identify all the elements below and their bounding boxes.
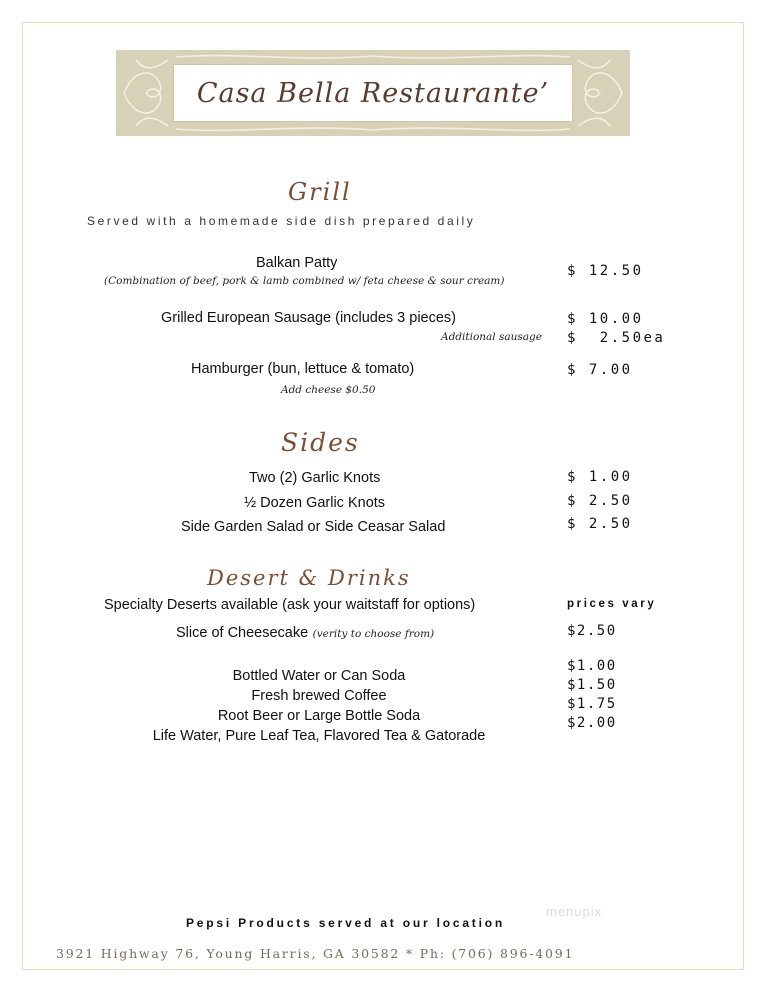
menu-item-price: $ 2.50 [567,516,633,532]
addon-label: Additional sausage [441,331,542,343]
menu-item-name: Balkan Patty [256,255,338,271]
menu-item-price: $ 1.00 [567,469,633,485]
watermark: menupix [546,904,603,919]
drink-price: $1.00 [567,658,617,674]
menu-item-name: Grilled European Sausage (includes 3 pieces) [161,310,457,326]
pepsi-note: Pepsi Products served at our location [186,916,505,930]
grill-heading: Grill [288,178,352,206]
menu-item-description: (Combination of beef, pork & lamb combined w/ feta cheese & sour cream) [104,275,505,287]
drink-name: Life Water, Pure Leaf Tea, Flavored Tea & Gatorade [152,728,486,744]
menu-item-name: Slice of Cheesecake [176,625,309,641]
restaurant-name: Casa Bella Restaurante’ [196,77,550,109]
menu-item-name: Hamburger (bun, lettuce & tomato) [191,361,415,377]
desert-drinks-heading: Desert & Drinks [207,566,411,590]
menu-item-price: $ 10.00 [567,311,644,327]
menu-item-price: $ 7.00 [567,362,633,378]
menu-item-description: Add cheese $0.50 [281,384,376,396]
drink-name: Root Beer or Large Bottle Soda [217,708,421,724]
drink-name: Fresh brewed Coffee [251,688,387,704]
menu-item-name: Two (2) Garlic Knots [249,470,381,486]
banner-title-frame [173,64,573,122]
menu-item-price: prices vary [567,598,657,610]
menu-item-name: Specialty Deserts available (ask your waitstaff for options) [104,597,476,613]
menu-item-price: $ 12.50 [567,263,644,279]
address-phone: 3921 Highway 76, Young Harris, GA 30582 * Ph: (706) 896-4091 [56,946,575,961]
addon-price: $ 2.50ea [567,330,666,346]
menu-item-price: $ 2.50 [567,493,633,509]
menu-item-description: (verity to choose from) [312,628,435,640]
sides-heading: Sides [281,428,360,457]
header-banner [116,50,630,136]
cheesecake-line [176,624,434,642]
drink-price: $2.00 [567,715,617,731]
drink-name: Bottled Water or Can Soda [232,668,406,684]
menu-item-price: $2.50 [567,623,617,639]
drink-price: $1.75 [567,696,617,712]
drink-price: $1.50 [567,677,617,693]
grill-subtitle: Served with a homemade side dish prepared daily [87,214,476,228]
menu-item-name: ½ Dozen Garlic Knots [244,495,386,511]
menu-item-name: Side Garden Salad or Side Ceasar Salad [181,519,446,535]
